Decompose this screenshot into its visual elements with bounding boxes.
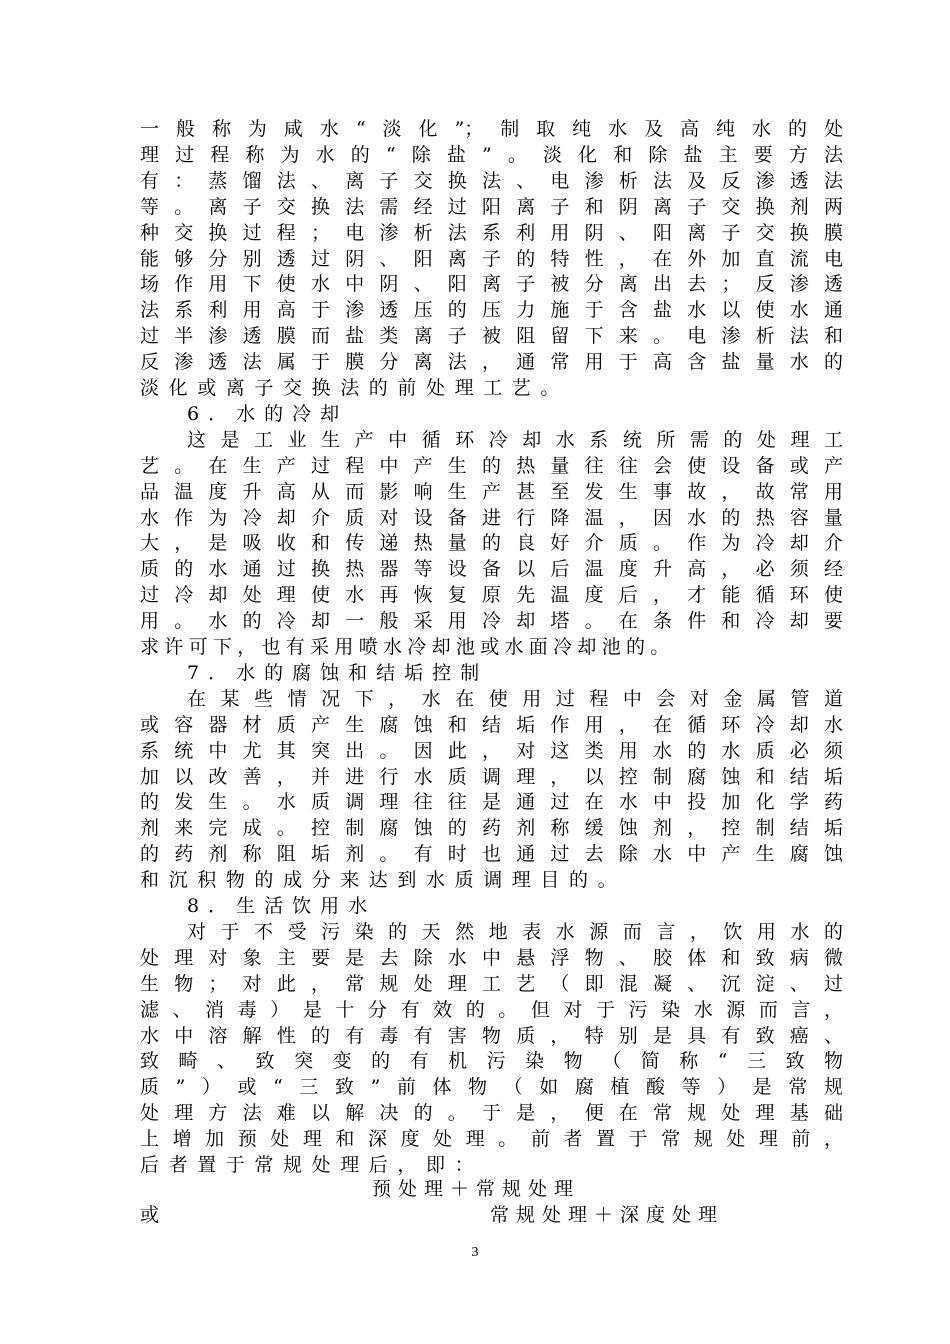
text-line: 淡化或离子交换法的前处理工艺。 xyxy=(140,377,570,399)
text-line: 求许可下，也有采用喷水冷却池或水面冷却池的。 xyxy=(140,636,675,658)
text-line: 在某些情况下，水在使用过程中会对金属管道 xyxy=(187,687,843,710)
section-heading: 6．水的冷却 xyxy=(187,402,349,425)
text-line: 和沉积物的成分来达到水质调理目的。 xyxy=(140,869,627,892)
text-line: 大，是吸收和传递热量的良好介质。作为冷却介 xyxy=(140,532,843,555)
text-line: 上增加预处理和深度处理。前者置于常规处理前， xyxy=(140,1128,843,1151)
text-line: 这是工业生产中循环冷却水系统所需的处理工 xyxy=(187,428,843,451)
section-heading: 7．水的腐蚀和结垢控制 xyxy=(187,661,489,684)
text-line: 的药剂称阻垢剂。有时也通过去除水中产生腐蚀 xyxy=(140,843,843,866)
text-line: 品温度升高从而影响生产甚至发生事故，故常用 xyxy=(140,480,843,503)
text-line: 剂来完成。控制腐蚀的药剂称缓蚀剂，控制结垢 xyxy=(140,817,843,840)
text-line: 理过程称为水的“除盐”。淡化和除盐主要方法 xyxy=(140,143,843,166)
text-line: 加以改善，并进行水质调理，以控制腐蚀和结垢 xyxy=(140,765,843,788)
formula-pretreatment: 预处理＋常规处理 xyxy=(372,1178,581,1200)
formula-advanced: 常规处理＋深度处理 xyxy=(490,1204,725,1226)
text-line: 质”）或“三致”前体物（如腐植酸等）是常规 xyxy=(140,1076,843,1099)
text-line: 场作用下使水中阴、阳离子被分离出去；反渗透 xyxy=(140,273,843,296)
text-line: 法系利用高于渗透压的压力施于含盐水以使水通 xyxy=(140,299,843,322)
text-line: 对于不受污染的天然地表水源而言，饮用水的 xyxy=(187,920,843,943)
section-heading: 8．生活饮用水 xyxy=(187,895,377,917)
text-line: 水作为冷却介质对设备进行降温，因水的热容量 xyxy=(140,506,843,529)
text-line: 处理对象主要是去除水中悬浮物、胶体和致病微 xyxy=(140,946,843,969)
page-number: 3 xyxy=(471,1245,479,1260)
text-line: 反渗透法属于膜分离法，通常用于高含盐量水的 xyxy=(140,351,843,374)
text-line: 生物；对此，常规处理工艺（即混凝、沉淀、过 xyxy=(140,972,843,995)
text-line: 后者置于常规处理后，即： xyxy=(140,1154,484,1176)
text-line: 用。水的冷却一般采用冷却塔。在条件和冷却要 xyxy=(140,610,843,633)
text-line: 水中溶解性的有毒有害物质，特别是具有致癌、 xyxy=(140,1024,843,1047)
text-line: 过冷却处理使水再恢复原先温度后，才能循环使 xyxy=(140,584,843,607)
text-line: 或容器材质产生腐蚀和结垢作用，在循环冷却水 xyxy=(140,713,843,736)
text-line: 过半渗透膜而盐类离子被阻留下来。电渗析法和 xyxy=(140,325,843,348)
text-line: 质的水通过换热器等设备以后温度升高，必须经 xyxy=(140,558,843,581)
text-line: 系统中尤其突出。因此，对这类用水的水质必须 xyxy=(140,739,843,762)
text-line: 一般称为咸水“淡化”；制取纯水及高纯水的处 xyxy=(140,118,843,140)
text-line: 的发生。水质调理往往是通过在水中投加化学药 xyxy=(140,791,843,814)
text-line: 致畸、致突变的有机污染物（简称“三致物 xyxy=(140,1050,843,1073)
text-line: 处理方法难以解决的。于是，便在常规处理基础 xyxy=(140,1102,843,1125)
text-line: 有：蒸馏法、离子交换法、电渗析法及反渗透法 xyxy=(140,169,843,192)
text-line: 能够分别透过阴、阳离子的特性，在外加直流电 xyxy=(140,247,843,270)
text-line: 等。离子交换法需经过阳离子和阴离子交换剂两 xyxy=(140,195,843,218)
text-line: 艺。在生产过程中产生的热量往往会使设备或产 xyxy=(140,454,843,477)
text-line: 滤、消毒）是十分有效的。但对于污染水源而言， xyxy=(140,998,843,1021)
formula-or-label: 或 xyxy=(140,1204,167,1226)
text-line: 种交换过程；电渗析法系利用阴、阳离子交换膜 xyxy=(140,221,843,244)
